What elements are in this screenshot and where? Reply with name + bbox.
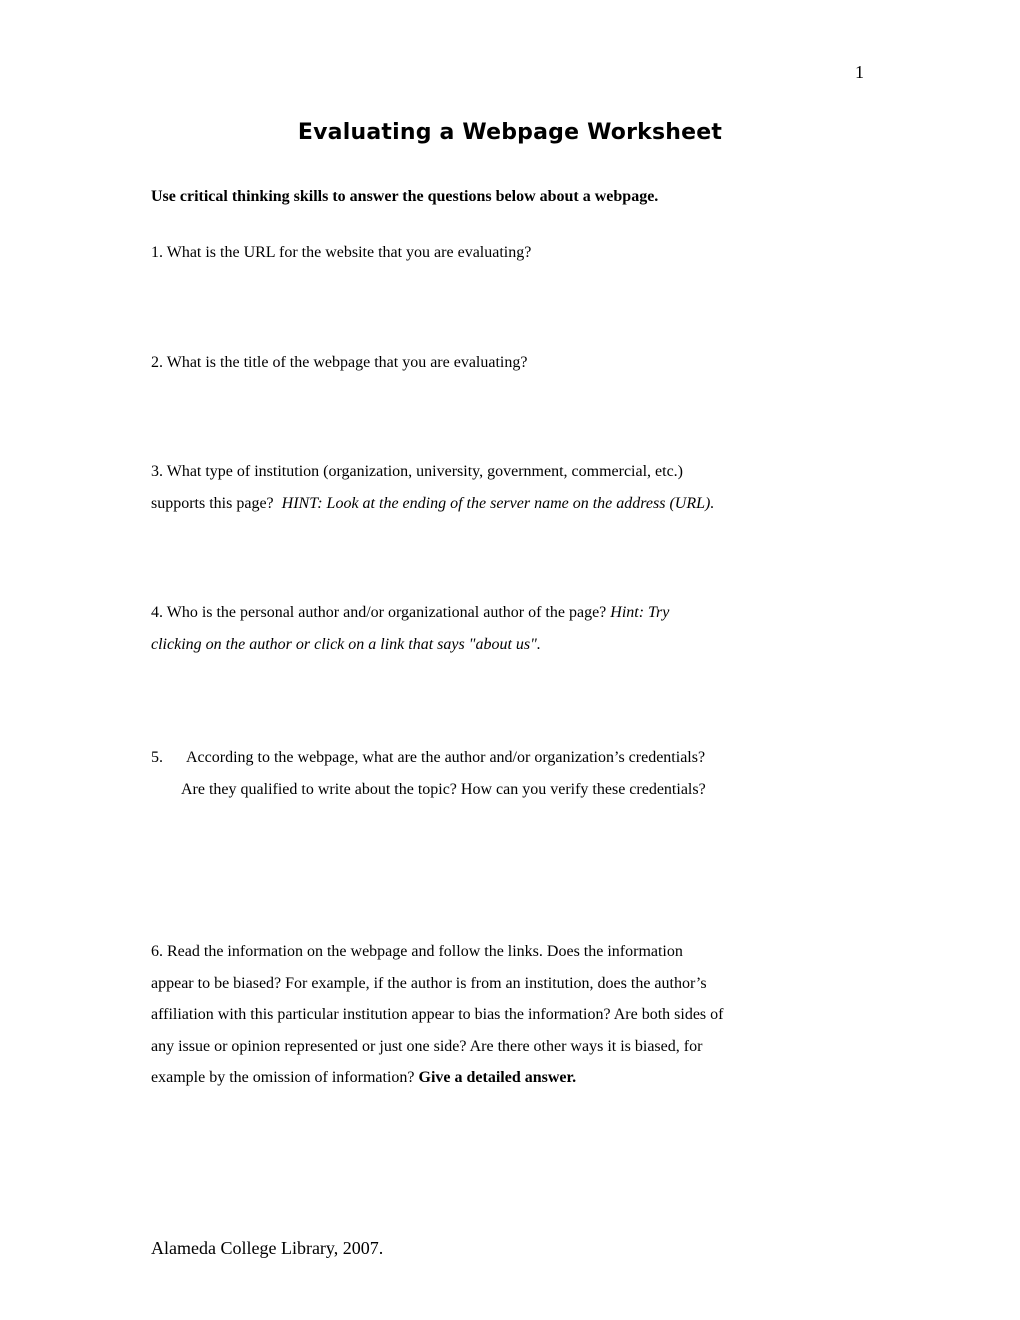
instruction-text: Use critical thinking skills to answer the questions below about a webpage. <box>151 188 659 205</box>
question-1 <box>151 237 831 269</box>
question-3-line-1: 3. What type of institution (organization, university, government, commercial, etc.) <box>151 463 684 480</box>
question-6-text-end: example by the omission of information? <box>151 1069 415 1086</box>
question-6 <box>151 936 831 1094</box>
question-4-text: 4. Who is the personal author and/or organizational author of the page? <box>151 604 607 621</box>
page-number: 1 <box>855 62 864 82</box>
question-3 <box>151 456 831 519</box>
question-6-line-3: affiliation with this particular institution appear to bias the information? Are both sides of <box>151 1006 724 1023</box>
question-6-emphasis: Give a detailed answer. <box>418 1069 577 1086</box>
question-4-line-1 <box>151 597 831 629</box>
question-2-text: 2. What is the title of the webpage that you are evaluating? <box>151 354 528 371</box>
question-5-line-2: Are they qualified to write about the topic? How can you verify these credentials? <box>181 780 706 798</box>
footer-credit: Alameda College Library, 2007. <box>151 1238 384 1258</box>
question-5 <box>181 742 706 805</box>
question-3-hint: HINT: Look at the ending of the server name on the address (URL). <box>281 494 715 512</box>
question-4-hint-start: Hint: Try <box>610 604 670 621</box>
question-4-hint-end: clicking on the author or click on a link that says "about us". <box>151 635 541 653</box>
question-6-line-4: any issue or opinion represented or just one side? Are there other ways it is biased, for <box>151 1037 703 1055</box>
question-5-line-1: According to the webpage, what are the author and/or organization’s credentials? <box>186 749 706 766</box>
question-4 <box>151 597 831 660</box>
question-3-text-end: supports this page? <box>151 494 274 512</box>
question-3-line-2 <box>151 488 831 520</box>
question-2 <box>151 347 831 379</box>
page-title: Evaluating a Webpage Worksheet <box>297 120 723 145</box>
question-5-number: 5. <box>151 749 163 766</box>
question-6-line-2: appear to be biased? For example, if the author is from an institution, does the author’s <box>151 974 707 992</box>
question-1-text: 1. What is the URL for the website that you are evaluating? <box>151 244 532 261</box>
question-6-line-1: 6. Read the information on the webpage and follow the links. Does the information <box>151 943 683 960</box>
question-6-line-5 <box>151 1062 831 1094</box>
